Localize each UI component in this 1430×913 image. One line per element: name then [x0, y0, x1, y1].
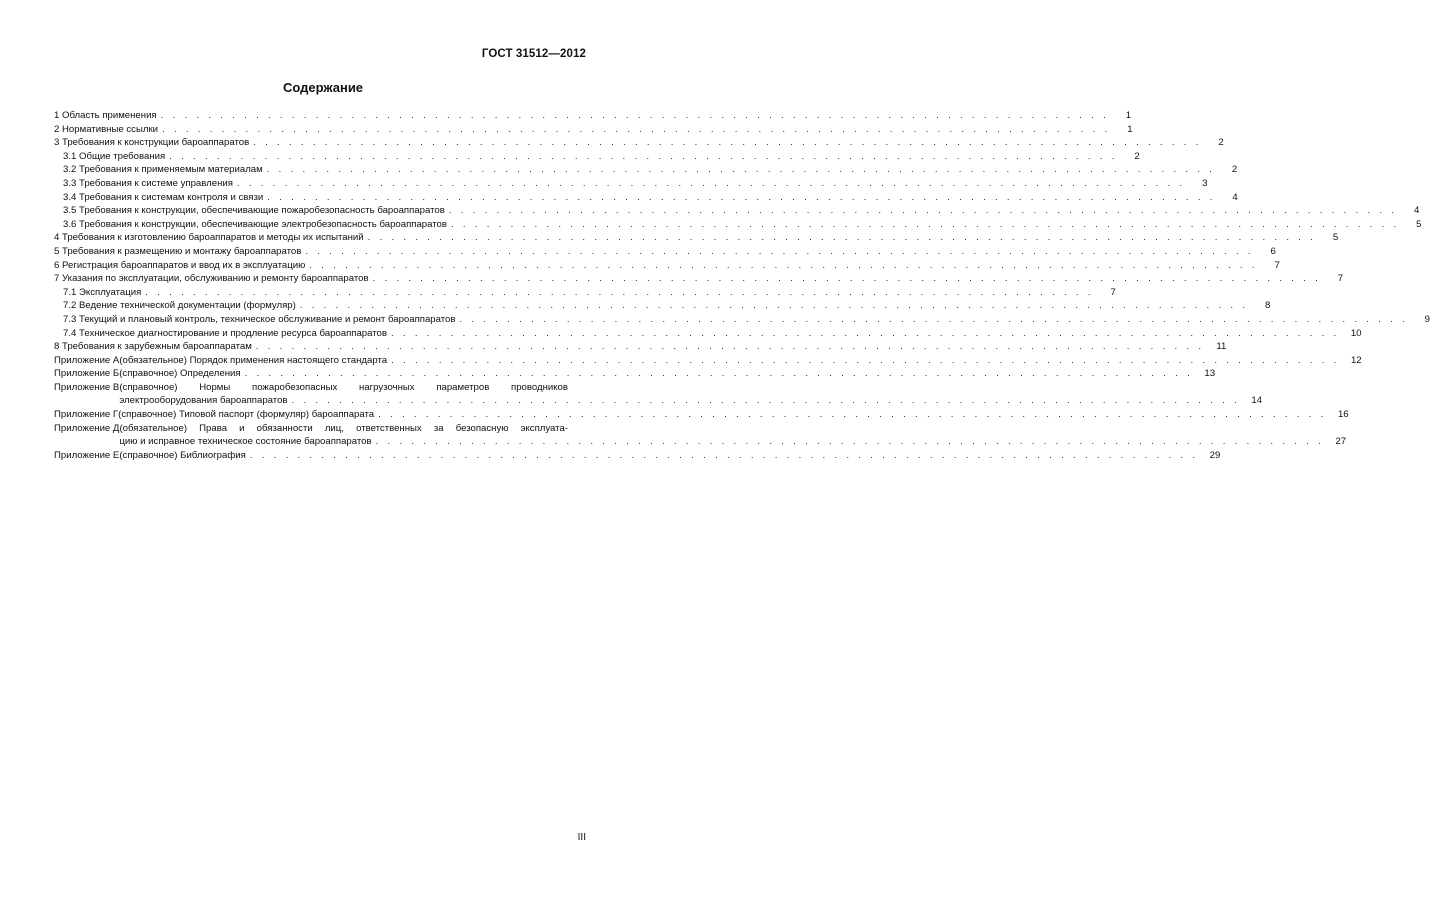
leader-dots: . . . . . . . . . . . . . . . . . . . . . . . . . . . . . . . . . . . . . . . . . . . . . . . . . . . . . . . . . . . . . . . . . . . . . . . . . . . . . . . .: [372, 273, 1322, 285]
toc-entry-label: 7.2 Ведение технической документации (формуляр): [63, 300, 296, 312]
toc-subentry[interactable]: [54, 191, 1238, 205]
toc-entry-label: 6 Регистрация бароаппаратов и ввод их в эксплуатацию: [54, 259, 306, 271]
toc-entry-label: 4 Требования к изготовлению бароаппаратов и методы их испытаний: [54, 232, 364, 244]
toc-entry-page: 2: [1134, 150, 1140, 162]
toc-entry-label: 2 Нормативные ссылки: [54, 123, 159, 135]
toc-subentry[interactable]: [54, 299, 1271, 313]
toc-subentry[interactable]: [54, 150, 1140, 164]
toc-entry[interactable]: [54, 259, 1280, 273]
toc-subentry[interactable]: [54, 286, 1116, 300]
appendix-page: 27: [1335, 436, 1347, 448]
leader-dots: . . . . . . . . . . . . . . . . . . . . . . . . . . . . . . . . . . . . . . . . . . . . . . . . . . . . . . . . . . . . . . . . . . . . . . . . . . . . . . . .: [267, 191, 1216, 203]
toc-entry-page: 2: [1231, 164, 1238, 176]
appendix-page: 29: [1209, 449, 1221, 461]
appendix-entry[interactable]: [54, 381, 1263, 408]
toc-entry-label: 7.3 Текущий и плановый контроль, техническое обслуживание и ремонт бароаппаратов: [63, 313, 456, 325]
toc-entry-label: 3.1 Общие требования: [63, 150, 166, 162]
appendix-title: (справочное) Определения: [119, 368, 241, 380]
appendix-entry[interactable]: [54, 449, 1221, 463]
leader-dots: . . . . . . . . . . . . . . . . . . . . . . . . . . . . . . . . . . . . . . . . . . . . . . . . . . . . . . . . . . . . . . . . . . . . . . . . . . . . . . . .: [145, 286, 1094, 298]
toc-entry[interactable]: [54, 136, 1224, 150]
toc-entry[interactable]: [54, 272, 1344, 286]
leader-dots: . . . . . . . . . . . . . . . . . . . . . . . . . . . . . . . . . . . . . . . . . . . . . . . . . . . . . . . . . . . . . . . . . . . . . . . . . . . . . . . .: [450, 218, 1400, 230]
leader-dots: . . . . . . . . . . . . . . . . . . . . . . . . . . . . . . . . . . . . . . . . . . . . . . . . . . . . . . . . . . . . . . . . . . . . . . . . . . . . . . . .: [391, 354, 1340, 366]
toc-entry-page: 4: [1414, 205, 1420, 217]
leader-dots: . . . . . . . . . . . . . . . . . . . . . . . . . . . . . . . . . . . . . . . . . . . . . . . . . . . . . . . . . . . . . . . . . . . . . . . . . . . . . . . .: [162, 123, 1111, 135]
standard-code: ГОСТ 31512—2012: [481, 48, 586, 60]
toc-entry-page: 6: [1270, 245, 1276, 257]
appendix-prefix: Приложение А: [54, 354, 120, 366]
appendix-page: 14: [1251, 395, 1263, 407]
leader-dots: . . . . . . . . . . . . . . . . . . . . . . . . . . . . . . . . . . . . . . . . . . . . . . . . . . . . . . . . . . . . . . . . . . . . . . . . . . . . . . . .: [378, 409, 1327, 421]
toc-entry-label: 3.4 Требования к системам контроля и связи: [63, 191, 264, 203]
toc-entry-page: 9: [1424, 313, 1430, 325]
toc-entry-label: 7.1 Эксплуатация: [63, 286, 142, 298]
appendix-prefix: Приложение Г: [54, 409, 119, 421]
toc-entry-page: 3: [1202, 177, 1208, 189]
appendix-entry[interactable]: [54, 367, 1216, 381]
toc-entry-label: 3.2 Требования к применяемым материалам: [63, 164, 263, 176]
toc-entry-page: 10: [1350, 327, 1362, 339]
toc-entry-page: 5: [1332, 232, 1339, 244]
toc-entry-label: 1 Область применения: [54, 110, 157, 121]
toc-subentry[interactable]: [54, 313, 1430, 327]
toc-entry-page: 7: [1337, 273, 1344, 285]
leader-dots: . . . . . . . . . . . . . . . . . . . . . . . . . . . . . . . . . . . . . . . . . . . . . . . . . . . . . . . . . . . . . . . . . . . . . . . . . . . . . . . .: [391, 327, 1340, 339]
toc-subentry[interactable]: [54, 177, 1208, 191]
toc-entry[interactable]: [54, 109, 1132, 123]
page-folio: III: [577, 832, 586, 843]
leader-dots: . . . . . . . . . . . . . . . . . . . . . . . . . . . . . . . . . . . . . . . . . . . . . . . . . . . . . . . . . . . . . . . . . . . . . . . . . . . . . . . .: [448, 205, 1398, 217]
appendix-page: 12: [1350, 354, 1362, 366]
leader-dots: . . . . . . . . . . . . . . . . . . . . . . . . . . . . . . . . . . . . . . . . . . . . . . . . . . . . . . . . . . . . . . . . . . . . . . . . . . . . . . . .: [253, 137, 1202, 149]
leader-dots: . . . . . . . . . . . . . . . . . . . . . . . . . . . . . . . . . . . . . . . . . . . . . . . . . . . . . . . . . . . . . . . . . . . . . . . . . . . . . . . .: [291, 395, 1241, 407]
toc-entry-label: 3.5 Требования к конструкции, обеспечивающие пожаробезопасность бароаппаратов: [63, 205, 445, 217]
appendix-entry[interactable]: [54, 408, 1349, 422]
appendix-title: (обязательное) Порядок применения настоящего стандарта: [119, 354, 388, 366]
toc-entry-label: 3 Требования к конструкции бароаппаратов: [54, 137, 250, 149]
leader-dots: . . . . . . . . . . . . . . . . . . . . . . . . . . . . . . . . . . . . . . . . . . . . . . . . . . . . . . . . . . . . . . . . . . . . . . . . . . . . . . . .: [266, 164, 1216, 176]
appendix-prefix: Приложение Д: [54, 422, 120, 434]
appendix-title: (справочное) Библиография: [119, 449, 246, 461]
appendix-page: 16: [1337, 409, 1349, 421]
leader-dots: . . . . . . . . . . . . . . . . . . . . . . . . . . . . . . . . . . . . . . . . . . . . . . . . . . . . . . . . . . . . . . . . . . . . . . . . . . . . . . . .: [244, 368, 1194, 380]
leader-dots: . . . . . . . . . . . . . . . . . . . . . . . . . . . . . . . . . . . . . . . . . . . . . . . . . . . . . . . . . . . . . . . . . . . . . . . . . . . . . . . .: [299, 300, 1249, 312]
toc-subentry[interactable]: [54, 204, 1420, 218]
toc-entry-label: 5 Требования к размещению и монтажу бароаппаратов: [54, 245, 302, 257]
toc-entry-label: 8 Требования к зарубежным бароаппаратам: [54, 341, 252, 353]
appendix-entry[interactable]: [54, 354, 1362, 368]
appendix-title: (справочное) Нормы пожаробезопасных нагрузочных параметров проводников: [119, 381, 568, 393]
appendix-title: (обязательное) Права и обязанности лиц, ответственных за безопасную эксплуата-: [119, 422, 568, 434]
leader-dots: . . . . . . . . . . . . . . . . . . . . . . . . . . . . . . . . . . . . . . . . . . . . . . . . . . . . . . . . . . . . . . . . . . . . . . . . . . . . . . . .: [169, 150, 1118, 162]
appendix-title: (справочное) Типовой паспорт (формуляр) бароаппарата: [118, 409, 375, 421]
toc-entry-page: 11: [1216, 341, 1227, 353]
toc-entry[interactable]: [54, 123, 1133, 137]
toc-entry-label: 3.6 Требования к конструкции, обеспечивающие электробезопасность бароаппаратов: [63, 218, 447, 230]
leader-dots: . . . . . . . . . . . . . . . . . . . . . . . . . . . . . . . . . . . . . . . . . . . . . . . . . . . . . . . . . . . . . . . . . . . . . . . . . . . . . . . .: [309, 259, 1258, 271]
leader-dots: . . . . . . . . . . . . . . . . . . . . . . . . . . . . . . . . . . . . . . . . . . . . . . . . . . . . . . . . . . . . . . . . . . . . . . . . . . . . . . . .: [255, 341, 1205, 353]
toc-entry[interactable]: [54, 340, 1227, 354]
appendix-entry[interactable]: [54, 422, 1347, 449]
toc-entry-page: 5: [1416, 218, 1422, 230]
toc-entry-page: 2: [1218, 137, 1224, 149]
leader-dots: . . . . . . . . . . . . . . . . . . . . . . . . . . . . . . . . . . . . . . . . . . . . . . . . . . . . . . . . . . . . . . . . . . . . . . . . . . . . . . . .: [459, 313, 1409, 325]
leader-dots: . . . . . . . . . . . . . . . . . . . . . . . . . . . . . . . . . . . . . . . . . . . . . . . . . . . . . . . . . . . . . . . . . . . . . . . . . . . . . . . .: [305, 245, 1254, 257]
leader-dots: . . . . . . . . . . . . . . . . . . . . . . . . . . . . . . . . . . . . . . . . . . . . . . . . . . . . . . . . . . . . . . . . . . . . . . . . . . . . . . . .: [375, 436, 1325, 448]
page-title: Содержание: [282, 80, 364, 95]
leader-dots: . . . . . . . . . . . . . . . . . . . . . . . . . . . . . . . . . . . . . . . . . . . . . . . . . . . . . . . . . . . . . . . . . . . . . . . . . . . . . . . .: [367, 232, 1317, 244]
toc-entry-page: 4: [1232, 191, 1238, 203]
table-of-contents: [54, 109, 1430, 462]
toc-subentry[interactable]: [54, 327, 1362, 341]
appendix-title-continued: электрооборудования бароаппаратов: [119, 395, 288, 407]
toc-entry[interactable]: [54, 245, 1276, 259]
appendix-title-continued: цию и исправное техническое состояние бароаппаратов: [119, 436, 372, 448]
appendix-page: 13: [1204, 368, 1216, 380]
leader-dots: . . . . . . . . . . . . . . . . . . . . . . . . . . . . . . . . . . . . . . . . . . . . . . . . . . . . . . . . . . . . . . . . . . . . . . . . . . . . . . . .: [236, 177, 1186, 189]
toc-entry-label: 7 Указания по эксплуатации, обслуживанию и ремонту бароаппаратов: [54, 273, 369, 285]
leader-dots: . . . . . . . . . . . . . . . . . . . . . . . . . . . . . . . . . . . . . . . . . . . . . . . . . . . . . . . . . . . . . . . . . . . . . . . . . . . . . . . .: [249, 449, 1199, 461]
toc-entry-page: 8: [1264, 300, 1271, 312]
toc-subentry[interactable]: [54, 218, 1422, 232]
appendix-prefix: Приложение Б: [54, 368, 120, 380]
appendix-prefix: Приложение Е: [54, 449, 120, 461]
toc-entry-label: 3.3 Требования к системе управления: [63, 177, 233, 189]
toc-entry-page: 7: [1274, 259, 1280, 271]
appendix-prefix: Приложение В: [54, 381, 120, 393]
toc-subentry[interactable]: [54, 163, 1238, 177]
toc-entry-label: 7.4 Техническое диагностирование и продление ресурса бароаппаратов: [63, 327, 387, 339]
leader-dots: . . . . . . . . . . . . . . . . . . . . . . . . . . . . . . . . . . . . . . . . . . . . . . . . . . . . . . . . . . . . . . . . . . . . . . . . . . . . . . . .: [160, 110, 1110, 121]
toc-entry-page: 1: [1127, 123, 1133, 135]
toc-entry-page: 7: [1110, 286, 1116, 298]
toc-entry-page: 1: [1125, 110, 1132, 121]
toc-entry[interactable]: [54, 231, 1339, 245]
